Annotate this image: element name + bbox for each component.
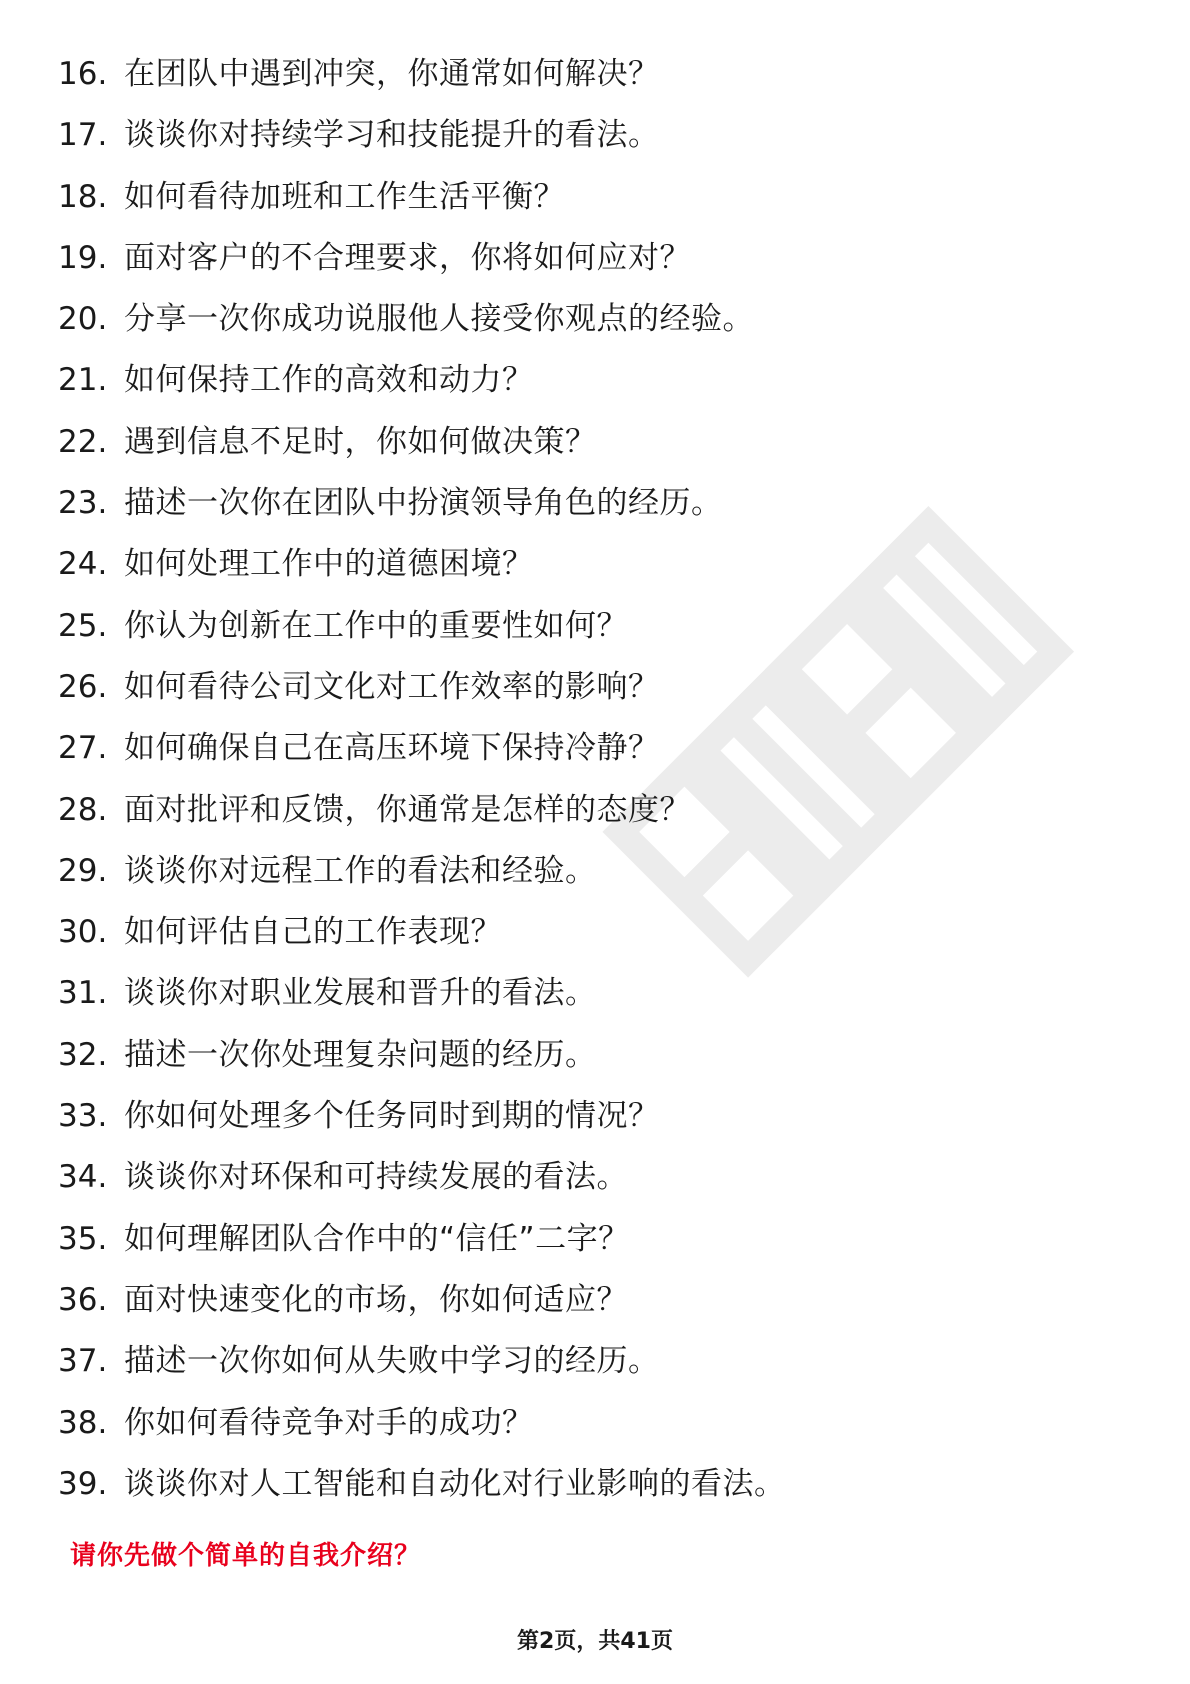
question-text: 如何看待加班和工作生活平衡？	[124, 178, 565, 215]
question-text: 遇到信息不足时，你如何做决策？	[124, 423, 597, 460]
list-item	[58, 289, 786, 350]
list-item	[58, 596, 786, 657]
question-text: 面对批评和反馈，你通常是怎样的态度？	[124, 791, 691, 828]
question-text: 如何理解团队合作中的“信任”二字？	[124, 1220, 630, 1257]
question-number: 16.	[58, 56, 108, 92]
question-text: 面对快速变化的市场，你如何适应？	[124, 1281, 628, 1318]
list-item	[58, 902, 786, 963]
list-item	[58, 534, 786, 595]
question-number: 35.	[58, 1220, 108, 1257]
question-number: 18.	[58, 178, 108, 215]
list-item	[58, 44, 786, 105]
list-item	[58, 657, 786, 718]
question-text: 面对客户的不合理要求，你将如何应对？	[124, 239, 691, 276]
list-item	[58, 1331, 786, 1392]
question-number: 36.	[58, 1281, 108, 1318]
question-text: 分享一次你成功说服他人接受你观点的经验。	[124, 301, 754, 338]
question-number: 25.	[58, 607, 108, 644]
question-text: 如何评估自己的工作表现？	[124, 914, 502, 951]
question-number: 34.	[58, 1159, 108, 1196]
list-item	[58, 1209, 786, 1270]
list-item	[58, 350, 786, 411]
list-item	[58, 1393, 786, 1454]
question-number: 22.	[58, 423, 108, 460]
question-text: 谈谈你对远程工作的看法和经验。	[124, 852, 597, 889]
question-text: 谈谈你对持续学习和技能提升的看法。	[124, 117, 660, 154]
question-number: 31.	[58, 975, 108, 1012]
question-text: 谈谈你对环保和可持续发展的看法。	[124, 1159, 628, 1196]
question-text: 谈谈你对人工智能和自动化对行业影响的看法。	[124, 1465, 786, 1502]
question-number: 24.	[58, 546, 108, 583]
list-item	[58, 718, 786, 779]
question-number: 20.	[58, 301, 108, 338]
list-item	[58, 841, 786, 902]
question-number: 23.	[58, 485, 108, 522]
list-item	[58, 105, 786, 166]
question-text: 描述一次你如何从失败中学习的经历。	[124, 1343, 660, 1380]
question-text: 如何保持工作的高效和动力？	[124, 362, 534, 399]
section-heading: 请你先做个简单的自我介绍？	[70, 1541, 422, 1571]
list-item	[58, 963, 786, 1024]
question-number: 21.	[58, 362, 108, 399]
question-number: 29.	[58, 852, 108, 889]
question-number: 27.	[58, 730, 108, 767]
list-item	[58, 1270, 786, 1331]
question-list	[58, 44, 786, 1515]
question-number: 17.	[58, 117, 108, 154]
question-number: 26.	[58, 668, 108, 705]
list-item	[58, 1086, 786, 1147]
question-number: 32.	[58, 1036, 108, 1073]
question-number: 38.	[58, 1404, 108, 1441]
question-text: 在团队中遇到冲突，你通常如何解决？	[124, 56, 660, 92]
question-text: 如何确保自己在高压环境下保持冷静？	[124, 730, 660, 767]
page-indicator: 第2页，共41页	[517, 1629, 673, 1654]
question-number: 33.	[58, 1098, 108, 1135]
question-text: 描述一次你在团队中扮演领导角色的经历。	[124, 485, 723, 522]
list-item	[58, 167, 786, 228]
list-item	[58, 1025, 786, 1086]
question-text: 你如何看待竞争对手的成功？	[124, 1404, 534, 1441]
question-text: 你如何处理多个任务同时到期的情况？	[124, 1098, 660, 1135]
question-text: 描述一次你处理复杂问题的经历。	[124, 1036, 597, 1073]
question-number: 28.	[58, 791, 108, 828]
question-text: 如何看待公司文化对工作效率的影响？	[124, 668, 660, 705]
list-item	[58, 228, 786, 289]
question-text: 如何处理工作中的道德困境？	[124, 546, 534, 583]
list-item	[58, 473, 786, 534]
question-number: 30.	[58, 914, 108, 951]
list-item	[58, 1454, 786, 1515]
question-number: 37.	[58, 1343, 108, 1380]
list-item	[58, 412, 786, 473]
question-number: 39.	[58, 1465, 108, 1502]
question-text: 你认为创新在工作中的重要性如何？	[124, 607, 628, 644]
question-number: 19.	[58, 239, 108, 276]
question-text: 谈谈你对职业发展和晋升的看法。	[124, 975, 597, 1012]
list-item	[58, 1147, 786, 1208]
list-item	[58, 780, 786, 841]
